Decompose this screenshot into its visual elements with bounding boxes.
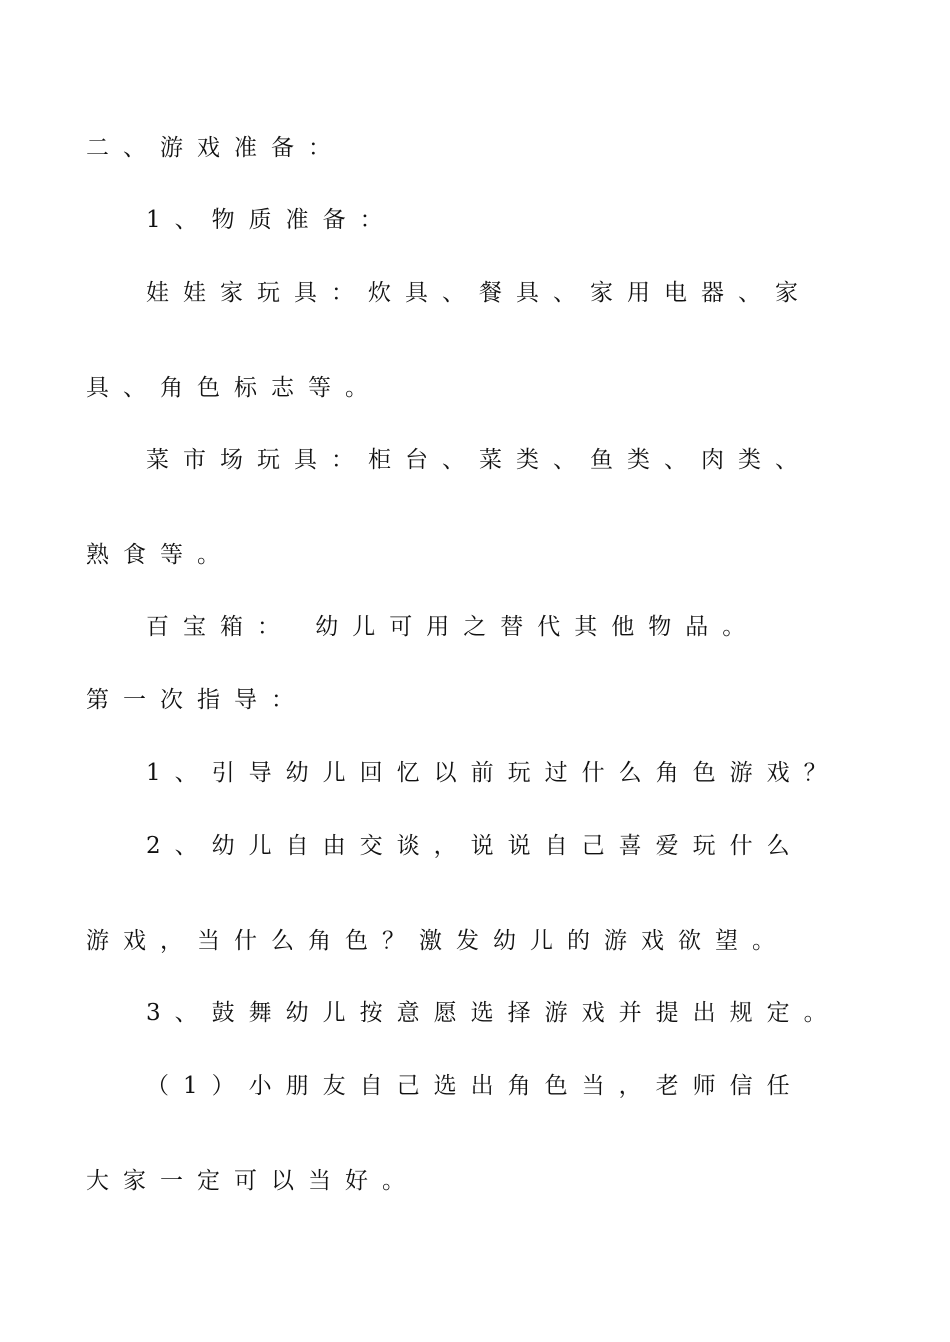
sub-item-1: （1）小朋友自己选出角色当，老师信任	[146, 1073, 804, 1099]
paragraph-treasure-box: 百宝箱： 幼儿可用之替代其他物品。	[146, 614, 760, 640]
heading-first-guidance: 第一次指导：	[86, 687, 308, 713]
list-item-2-continued: 游戏，当什么角色？激发幼儿的游戏欲望。	[86, 928, 789, 954]
paragraph-doll-house-toys-continued: 具、角色标志等。	[86, 375, 382, 401]
list-item-1: 1、引导幼儿回忆以前玩过什么角色游戏？	[146, 760, 841, 786]
list-item-3: 3、鼓舞幼儿按意愿选择游戏并提出规定。	[146, 1000, 841, 1026]
paragraph-market-toys: 菜市场玩具：柜台、菜类、鱼类、肉类、	[146, 447, 812, 473]
list-item-2: 2、幼儿自由交谈，说说自己喜爱玩什么	[146, 833, 804, 859]
paragraph-market-toys-continued: 熟食等。	[86, 542, 234, 568]
subheading-material-preparation: 1、物质准备：	[146, 207, 397, 233]
paragraph-doll-house-toys: 娃娃家玩具：炊具、餐具、家用电器、家	[146, 280, 812, 306]
sub-item-1-continued: 大家一定可以当好。	[86, 1168, 419, 1194]
section-heading-game-preparation: 二、游戏准备：	[86, 135, 345, 161]
